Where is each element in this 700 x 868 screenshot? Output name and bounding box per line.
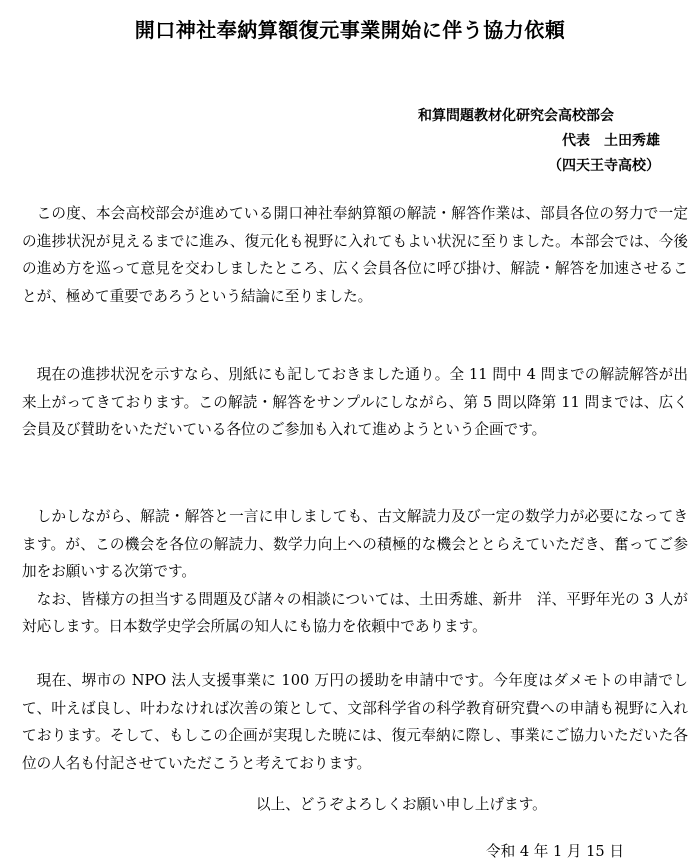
- document-title: 開口神社奉納算額復元事業開始に伴う協力依頼: [134, 18, 566, 42]
- sender-block: [400, 104, 660, 179]
- sender-organization: 和算問題教材化研究会高校部会: [418, 108, 614, 124]
- sender-representative: 代表 土田秀雄: [562, 133, 660, 149]
- paragraph-text: なお、皆様方の担当する問題及び諸々の相談については、土田秀雄、新井 洋、平野年光の 3 人が対応します。日本数学史学会所属の知人にも協力を依頼中であります。: [22, 590, 688, 635]
- paragraph-text: 現在の進捗状況を示すなら、別紙にも記しておきました通り。全 11 問中 4 問までの解読解答が出来上がってきております。この解読・解答をサンプルにしながら、第 5 問以降第 11 問までは、広く会員及び賛助をいただいている各位のご参加も入れて進めようという企画です。: [22, 366, 688, 438]
- paragraph-intro: [22, 200, 688, 310]
- closing-remark: 以上、どうぞよろしくお願い申し上げます。: [256, 796, 547, 813]
- sender-affiliation: （四天王寺高校）: [548, 158, 660, 174]
- paragraph-funding: [22, 667, 688, 777]
- paragraph-text: 現在、堺市の NPO 法人支援事業に 100 万円の援助を申請中です。今年度はダメモトの申請でして、叶えば良し、叶わなければ次善の策として、文部科学省の科学教育研究費への申請も視野に入れております。そして、もしこの企画が実現した暁には、復元奉納に際し、事業にご協力いただいた各位の人名も付記させていただこうと考えております。: [22, 672, 688, 772]
- paragraph-progress: [22, 361, 688, 444]
- paragraph-text: しかしながら、解読・解答と一言に申しましても、古文解読力及び一定の数学力が必要になってきます。が、この機会を各位の解読力、数学力向上への積極的な機会ととらえていただき、奮ってご参加をお願いする次第です。: [22, 508, 688, 580]
- paragraph-request: [22, 503, 688, 641]
- paragraph-text: この度、本会高校部会が進めている開口神社奉納算額の解読・解答作業は、部員各位の努力で一定の進捗状況が見えるまでに進み、復元化も視野に入れてもよい状況に至りました。本部会では、今後の進め方を巡って意見を交わしましたところ、広く会員各位に呼び掛け、解読・解答を加速させることが、極めて重要であろうという結論に至りました。: [22, 205, 688, 305]
- document-date: 令和 4 年 1 月 15 日: [486, 843, 624, 860]
